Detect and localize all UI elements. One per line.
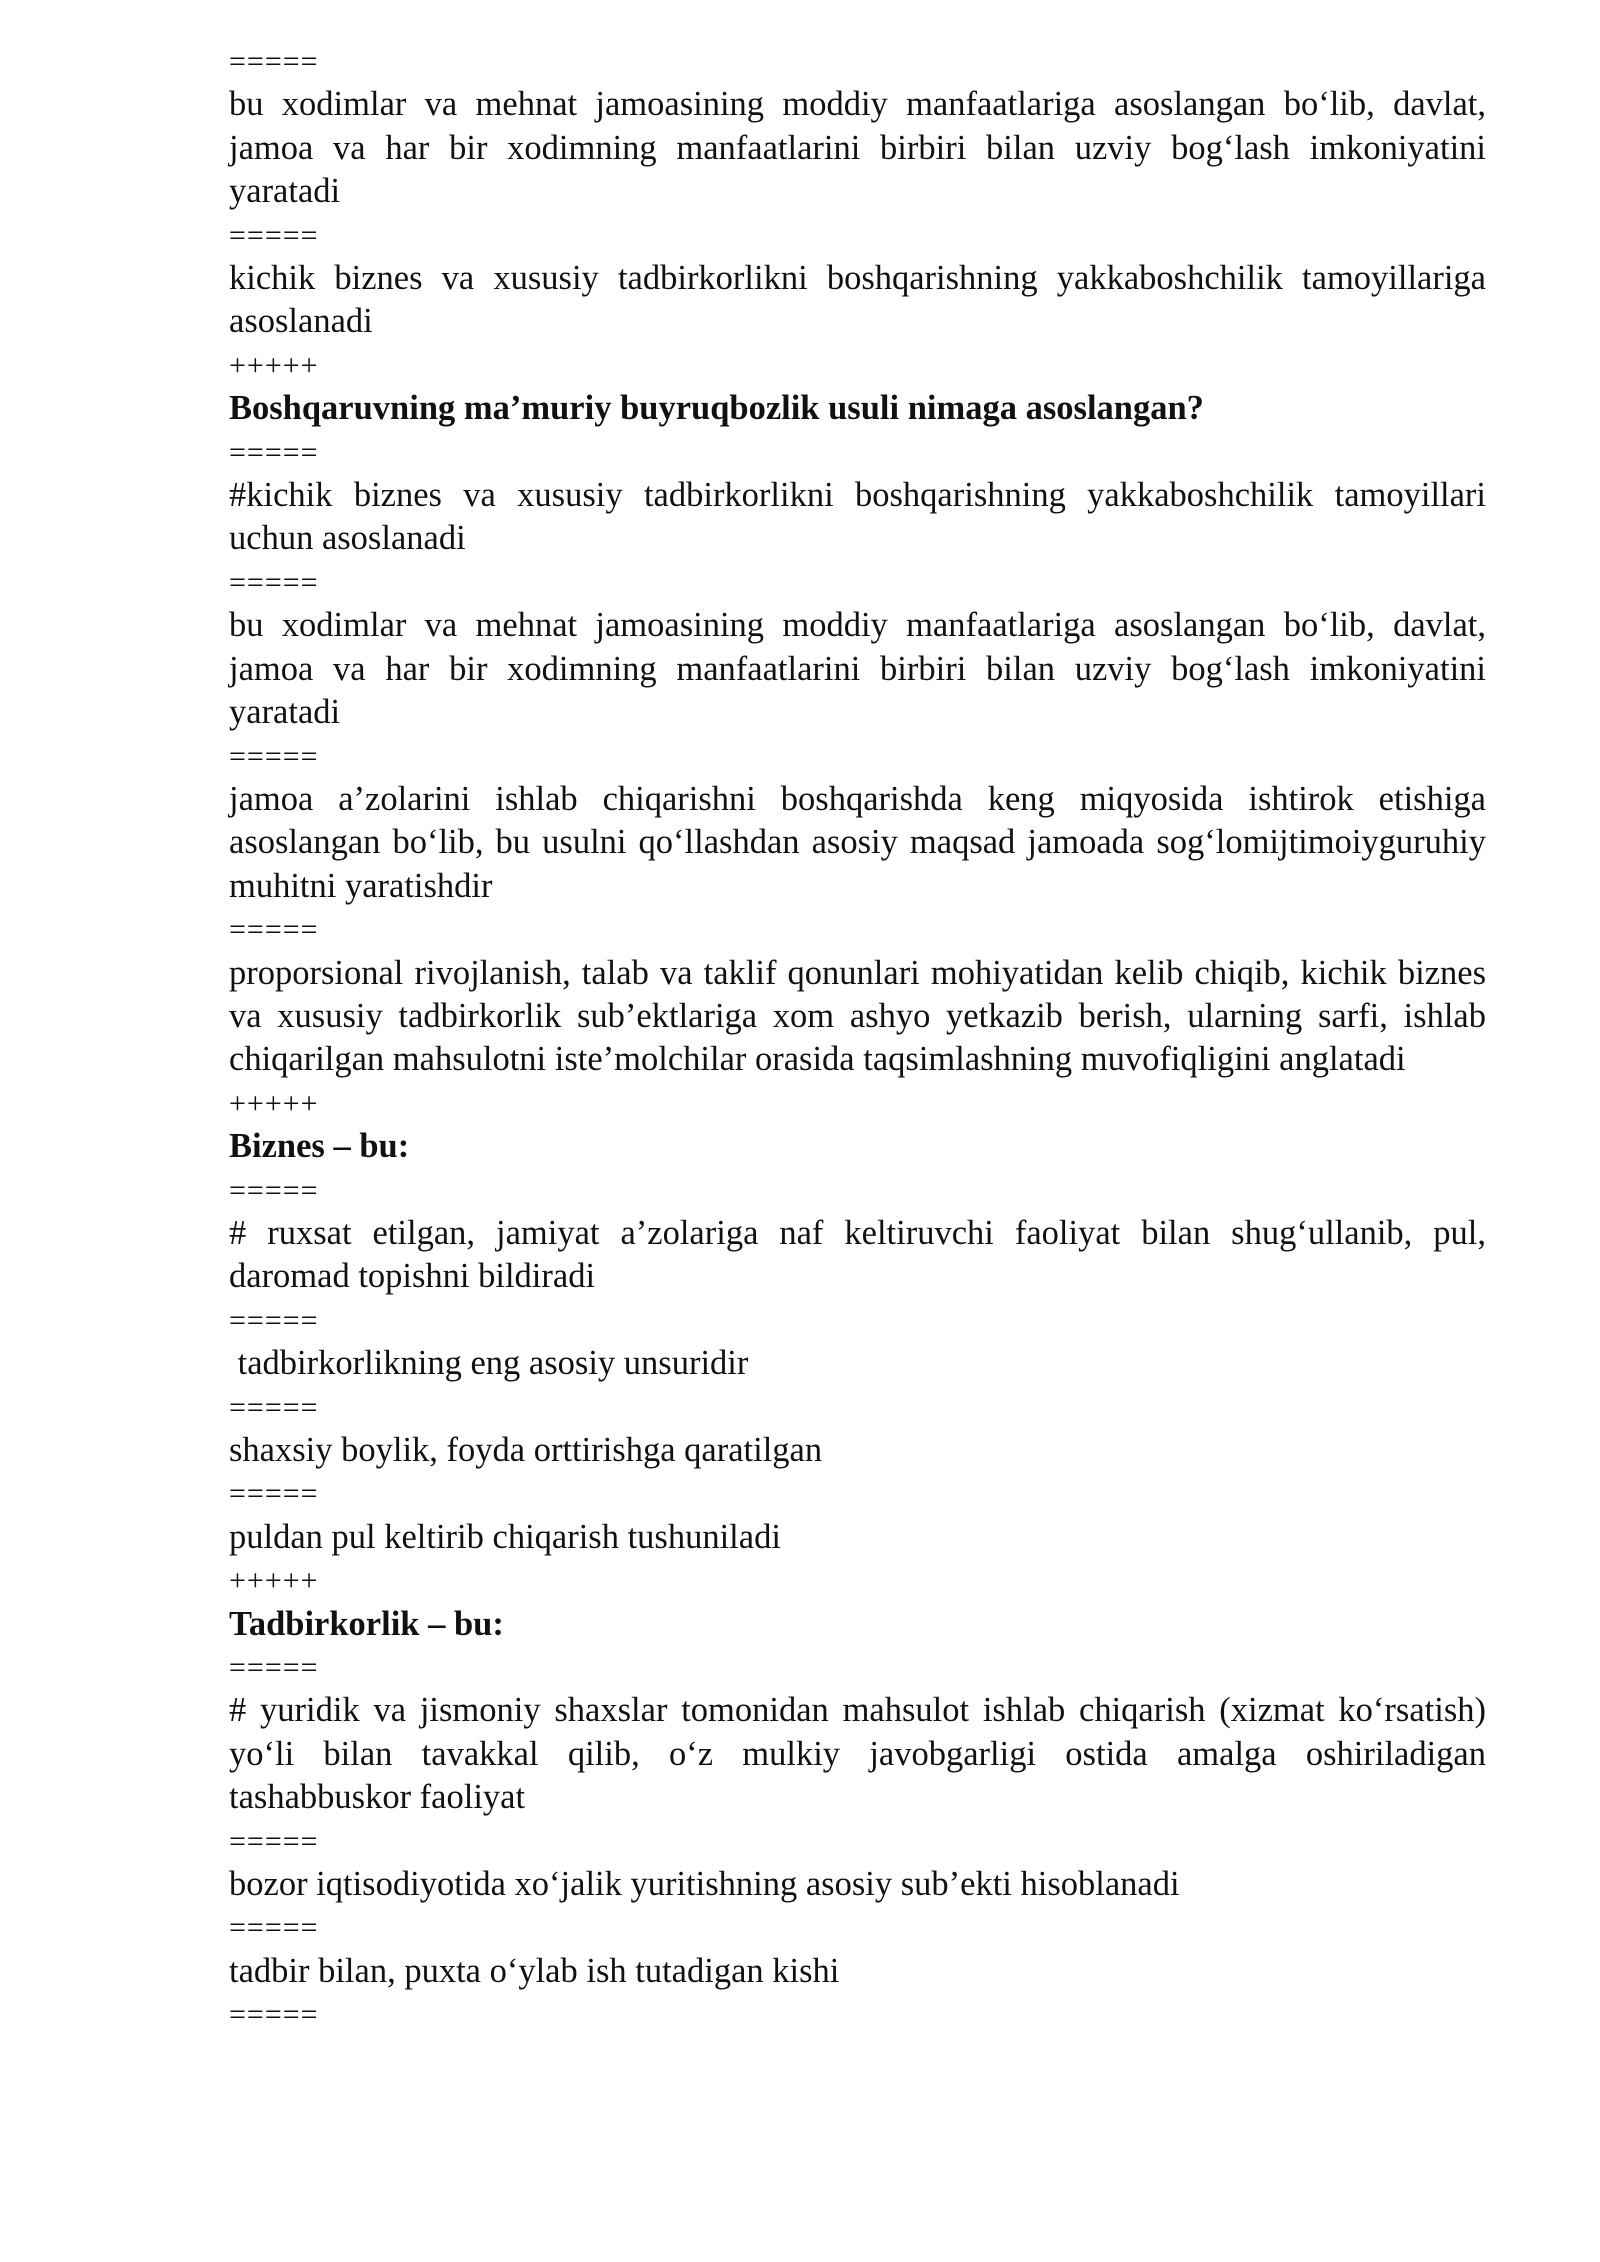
answer-option: kichik biznes va xususiy tadbirkorlikni boshqarishning yakkaboshchilik tamoyillariga asoslanadi [229, 259, 1486, 341]
document-page [229, 40, 1486, 2037]
separator: ===== [229, 1911, 319, 1945]
question-text: Biznes – bu: [229, 1127, 410, 1166]
answer-option: # ruxsat etilgan, jamiyat a’zolariga naf keltiruvchi faoliyat bilan shug‘ullanib, pul, daromad topishni bildiradi [229, 1213, 1486, 1296]
answer-option: shaxsiy boylik, foyda orttirishga qaratilgan [229, 1431, 823, 1469]
question-text: Tadbirkorlik – bu: [229, 1604, 504, 1643]
separator: ===== [229, 1998, 319, 2032]
separator: ===== [229, 218, 319, 252]
separator: ===== [229, 1173, 319, 1207]
separator: ===== [229, 1303, 319, 1337]
separator: ===== [229, 45, 319, 78]
separator: ===== [229, 739, 319, 773]
answer-option: proporsional rivojlanish, talab va taklif qonunlari mohiyatidan kelib chiqib, kichik biznes va xususiy tadbirkorlik sub’ektlariga xom ashyo yetkazib berish, ularning sarfi, ishlab chiqarilgan mahsulotni iste’molchilar orasida taqsimlashning muvofiqligini anglatadi [229, 953, 1486, 1079]
answer-option: tadbirkorlikning eng asosiy unsuridir [229, 1344, 749, 1383]
answer-option: bu xodimlar va mehnat jamoasining moddiy manfaatlariga asoslangan bo‘lib, davlat, jamoa va har bir xodimning manfaatlarini birbiri bilan uzviy bog‘lash imkoniyatini yaratadi [229, 606, 1486, 732]
separator: ===== [229, 565, 319, 599]
answer-option: #kichik biznes va xususiy tadbirkorlikni boshqarishning yakkaboshchilik tamoyillari uchun asoslanadi [229, 476, 1486, 558]
answer-option: bu xodimlar va mehnat jamoasining moddiy manfaatlariga asoslangan bo‘lib, davlat, jamoa va har bir xodimning manfaatlarini birbiri bilan uzviy bog‘lash imkoniyatini yaratadi [229, 85, 1486, 211]
separator: ===== [229, 1477, 319, 1511]
answer-option: # yuridik va jismoniy shaxslar tomonidan mahsulot ishlab chiqarish (xizmat ko‘rsatish) yo‘li bilan tavakkal qilib, o‘z mulkiy javobgarligi ostida amalga oshiriladigan tashabbuskor faoliyat [229, 1691, 1486, 1817]
separator: ===== [229, 1651, 319, 1685]
answer-option: bozor iqtisodiyotida xo‘jalik yuritishning asosiy sub’ekti hisoblanadi [229, 1865, 1180, 1904]
answer-option: puldan pul keltirib chiqarish tushuniladi [229, 1517, 781, 1556]
separator: ===== [229, 1390, 319, 1424]
separator: ===== [229, 435, 319, 469]
answer-option: tadbir bilan, puxta o‘ylab ish tutadigan kishi [229, 1951, 840, 1990]
question-separator: +++++ [229, 1564, 319, 1598]
question-text: Boshqaruvning ma’muriy buyruqbozlik usuli nimaga asoslangan? [229, 389, 1204, 428]
separator: ===== [229, 913, 319, 947]
question-separator: +++++ [229, 1086, 319, 1120]
separator: ===== [229, 1824, 319, 1858]
answer-option: jamoa a’zolarini ishlab chiqarishni boshqarishda keng miqyosida ishtirok etishiga asoslangan bo‘lib, bu usulni qo‘llashdan asosiy maqsad jamoada sog‘lomijtimoiyguruhiy muhitni yaratishdir [229, 779, 1486, 905]
question-separator: +++++ [229, 348, 319, 382]
